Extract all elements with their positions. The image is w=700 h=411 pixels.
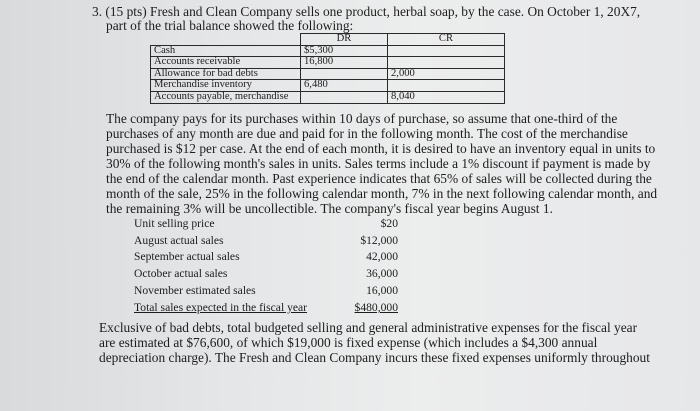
- cr-value: [388, 45, 505, 57]
- dr-value: [301, 68, 388, 80]
- table-row: [151, 57, 505, 69]
- account-label: Cash: [151, 45, 301, 57]
- paragraph-1-line-7: the remaining 3% will be uncollectible. The company's fiscal year begins August 1.: [106, 201, 553, 216]
- column-header-dr: DR: [301, 34, 388, 46]
- budget-value: $12,000: [360, 234, 398, 247]
- budget-value: $20: [380, 217, 398, 230]
- cr-value: 8,040: [388, 91, 505, 103]
- column-header-cr: CR: [388, 34, 505, 46]
- account-label: Allowance for bad debts: [151, 68, 301, 80]
- paragraph-2-line-3: depreciation charge). The Fresh and Clean Company incurs these fixed expenses uniformly throughout: [99, 350, 650, 365]
- paragraph-1-line-3: purchased is $12 per case. At the end of each month, it is desired to have an inventory equal in units to: [106, 141, 656, 156]
- budget-label: Unit selling price: [134, 217, 215, 230]
- dr-value: $5,300: [301, 45, 388, 57]
- problem-header-line-2: part of the trial balance showed the following:: [106, 18, 354, 33]
- budget-total-value: $480,000: [354, 301, 398, 314]
- paragraph-1-line-5: the end of the calendar month. Past experience indicates that 65% of sales will be collected during the: [106, 171, 652, 186]
- sales-budget-list: [134, 217, 404, 317]
- dr-value: 6,480: [301, 80, 388, 92]
- budget-value: 36,000: [366, 267, 398, 280]
- budget-label: November estimated sales: [134, 284, 256, 297]
- budget-value: 16,000: [366, 284, 398, 297]
- budget-label: September actual sales: [134, 250, 240, 263]
- cr-value: [388, 57, 505, 69]
- budget-total-label: Total sales expected in the fiscal year: [134, 301, 308, 314]
- table-row: [151, 68, 505, 80]
- trial-balance-corner: [151, 34, 301, 46]
- account-label: Merchandise inventory: [151, 80, 301, 92]
- table-row: [151, 91, 505, 103]
- dr-value: [301, 91, 388, 103]
- paragraph-2-line-1: Exclusive of bad debts, total budgeted selling and general administrative expenses for the fiscal year: [99, 320, 638, 335]
- budget-value: 42,000: [366, 250, 398, 263]
- paragraph-1-line-2: purchases of any month are due and paid for in the following month. The cost of the merchandise: [106, 126, 628, 141]
- table-row: [151, 80, 505, 92]
- account-label: Accounts payable, merchandise: [151, 91, 301, 103]
- dr-value: 16,800: [301, 57, 388, 69]
- paragraph-2-line-2: are estimated at $76,600, of which $19,000 is fixed expense (which includes a $4,300 annual: [99, 335, 598, 350]
- paragraph-1-line-6: month of the sale, 25% in the following calendar month, 7% in the next following calendar month, and: [106, 186, 658, 201]
- paragraph-1-line-4: 30% of the following month's sales in units. Sales terms include a 1% discount if payment is made by: [106, 156, 651, 171]
- budget-label: October actual sales: [134, 267, 228, 280]
- cr-value: [388, 80, 505, 92]
- budget-label: August actual sales: [134, 234, 224, 247]
- table-row: [151, 45, 505, 57]
- problem-header-line-1: 3. (15 pts) Fresh and Clean Company sells one product, herbal soap, by the case. On October 1, 20X7,: [92, 4, 641, 19]
- cr-value: 2,000: [388, 68, 505, 80]
- trial-balance-table: [150, 33, 505, 104]
- paragraph-1-line-1: The company pays for its purchases within 10 days of purchase, so assume that one-third of the: [106, 111, 618, 126]
- trial-balance-header-row: [151, 34, 505, 46]
- account-label: Accounts receivable: [151, 57, 301, 69]
